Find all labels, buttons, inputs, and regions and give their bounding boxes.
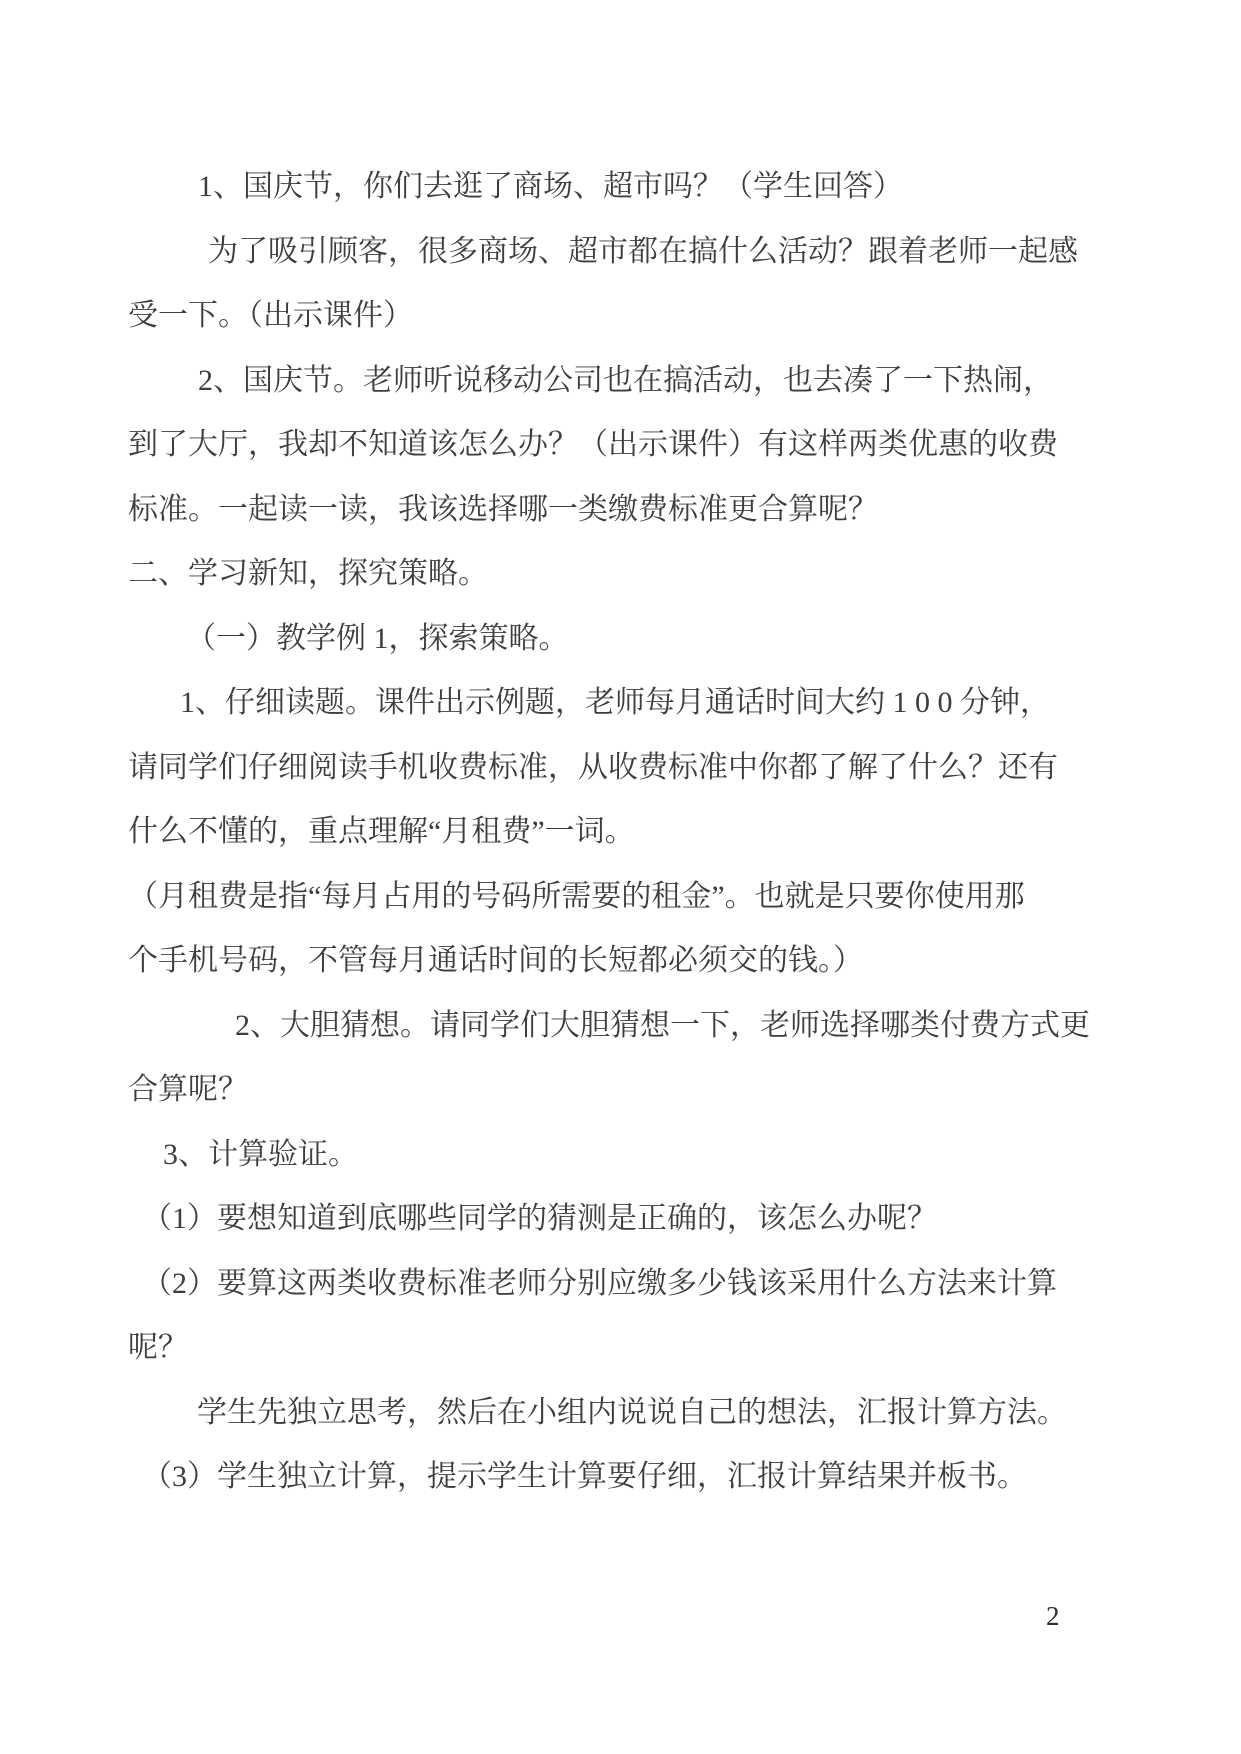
text-line: 2、大胆猜想。请同学们大胆猜想一下，老师选择哪类付费方式更: [235, 1008, 1090, 1042]
text-line: （3）学生独立计算，提示学生计算要仔细，汇报计算结果并板书。: [142, 1460, 1027, 1493]
text-line: 二、学习新知，探究策略。: [128, 557, 488, 590]
text-line: 标准。一起读一读，我该选择哪一类缴费标准更合算呢？: [128, 492, 878, 526]
text-line: 个手机号码，不管每月通话时间的长短都必须交的钱。）: [128, 944, 863, 977]
text-line: 到了大厅，我却不知道该怎么办？（出示课件）有这样两类优惠的收费: [128, 428, 1058, 461]
text-line: 1、国庆节，你们去逛了商场、超市吗？（学生回答）: [198, 170, 903, 203]
text-line: 1、仔细读题。课件出示例题，老师每月通话时间大约 1 0 0 分钟，: [180, 686, 1050, 719]
text-block: [128, 155, 1168, 1510]
text-line: 为了吸引顾客，很多商场、超市都在搞什么活动？跟着老师一起感: [208, 234, 1078, 268]
text-line: （一）教学例 1，探索策略。: [186, 621, 569, 655]
text-line: 呢？: [128, 1331, 188, 1364]
text-line: 什么不懂的，重点理解“月租费”一词。: [128, 815, 635, 848]
text-line: （1）要想知道到底哪些同学的猜测是正确的，该怎么办呢？: [142, 1202, 937, 1235]
text-line: （月租费是指“每月占用的号码所需要的租金”。也就是只要你使用那: [128, 879, 1025, 913]
page-number: 2: [1046, 1601, 1060, 1631]
text-line: 受一下。（出示课件）: [128, 299, 413, 332]
text-line: 请同学们仔细阅读手机收费标准，从收费标准中你都了解了什么？还有: [128, 750, 1058, 784]
text-line: （2）要算这两类收费标准老师分别应缴多少钱该采用什么方法来计算: [142, 1266, 1057, 1300]
text-line: 学生先独立思考，然后在小组内说说自己的想法，汇报计算方法。: [197, 1395, 1067, 1429]
text-line: 合算呢？: [128, 1073, 248, 1106]
text-line: 2、国庆节。老师听说移动公司也在搞活动，也去凑了一下热闹，: [198, 363, 1053, 397]
text-line: 3、计算验证。: [163, 1137, 358, 1171]
